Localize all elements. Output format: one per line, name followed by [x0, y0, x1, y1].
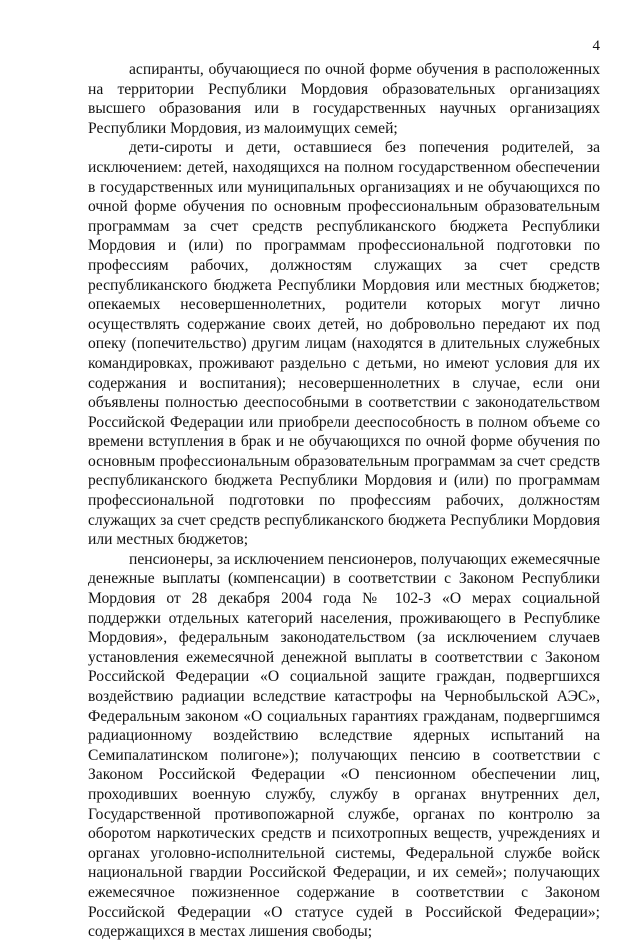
paragraph-orphans: дети-сироты и дети, оставшиеся без попечения родителей, за исключением: детей, находящихся на полном государственном обеспечении в государственных или муниципальных организациях и не обучающихся по очной форме обучения по основным профессиональным образовательным программам за счет средств республиканского бюджета Республики Мордовия и (или) по программам профессиональной подготовки по профессиям рабочих, должностям служащих за счет средств республиканского бюджета Республики Мордовия или местных бюджетов; опекаемых несовершеннолетних, родители которых могут лично осуществлять содержание своих детей, но добровольно передают их под опеку (попечительство) другим лицам (находятся в длительных служебных командировках, проживают раздельно с детьми, но имеют условия для их содержания и воспитания); несовершеннолетних в случае, если они объявлены полностью дееспособными в соответствии с законодательством Российской Федерации или приобрели дееспособность в полном объеме со времени вступления в брак и не обучающихся по очной форме обучения по основным профессиональным образовательным программам за счет средств республиканского бюджета Республики Мордовия и (или) по программам профессиональной подготовки по профессиям рабочих, должностям служащих за счет средств республиканского бюджета Республики Мордовия или местных бюджетов;: [88, 139, 600, 549]
paragraph-pensioners: пенсионеры, за исключением пенсионеров, получающих ежемесячные денежные выплаты (компенсации) в соответствии с Законом Республики Мордовия от 28 декабря 2004 года № 102-З «О мерах социальной поддержки отдельных категорий населения, проживающего в Республике Мордовия», федеральным законодательством (за исключением случаев установления ежемесячной денежной выплаты в соответствии с Законом Российской Федерации «О социальной защите граждан, подвергшихся воздействию радиации вследствие катастрофы на Чернобыльской АЭС», Федеральным законом «О социальных гарантиях гражданам, подвергшимся радиационному воздействию вследствие ядерных испытаний на Семипалатинском полигоне»); получающих пенсию в соответствии с Законом Российской Федерации «О пенсионном обеспечении лиц, проходивших военную службу, службу в органах внутренних дел, Государственной противопожарной службе, органах по контролю за оборотом наркотических средств и психотропных веществ, учреждениях и органах уголовно-исполнительной системы, Федеральной службе войск национальной гвардии Российской Федерации, и их семей»; получающих ежемесячное пожизненное содержание в соответствии с Законом Российской Федерации «О статусе судей в Российской Федерации»; содержащихся в местах лишения свободы;: [88, 550, 600, 941]
page-number: 4: [592, 38, 600, 54]
document-body: [88, 60, 600, 942]
paragraph-graduate-students: аспиранты, обучающиеся по очной форме обучения в расположенных на территории Республики Мордовия образовательных организациях высшего образования или в государственных научных организациях Республики Мордовия, из малоимущих семей;: [88, 61, 600, 137]
